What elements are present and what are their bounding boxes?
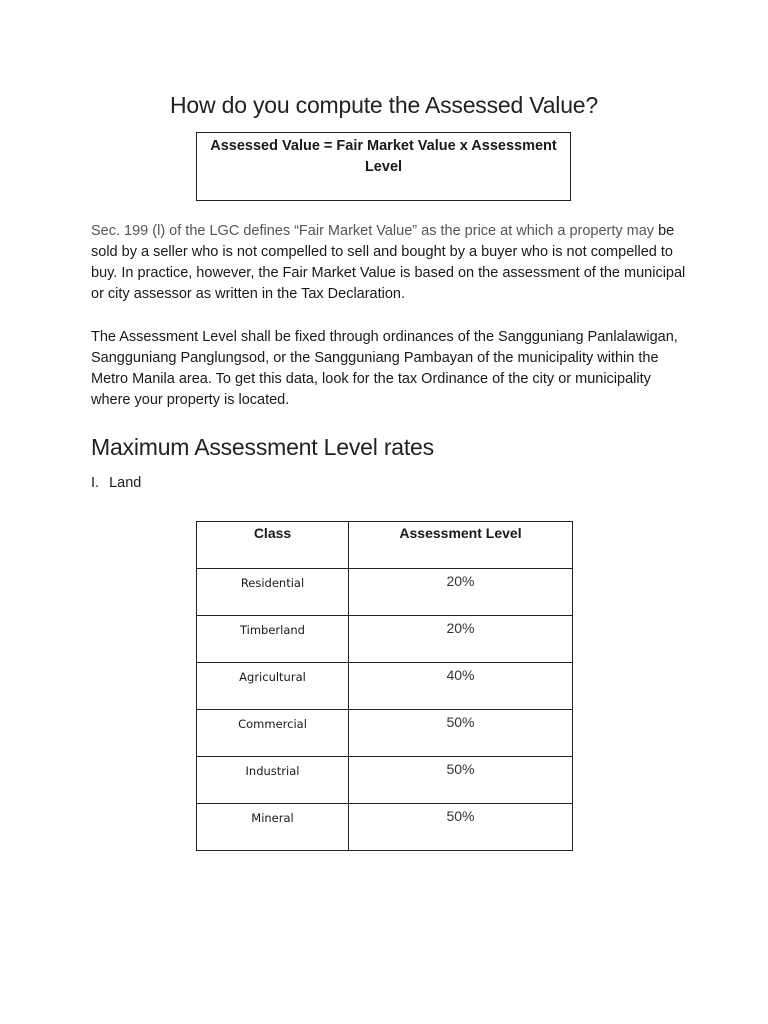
class-cell: Mineral bbox=[197, 804, 349, 851]
section-heading: Maximum Assessment Level rates bbox=[91, 434, 434, 460]
column-header-assessment-level: Assessment Level bbox=[349, 522, 573, 569]
table-row bbox=[197, 757, 573, 804]
paragraph-fair-market-value bbox=[91, 221, 691, 305]
paragraph-body-text: be sold by a seller who is not compelled to sell and bought by a buyer who is not compelled to buy. In practice, however, the Fair Market Value is based on the assessment of the municipal or city assessor as written in the Tax Declaration. bbox=[91, 223, 686, 302]
class-cell: Residential bbox=[197, 569, 349, 616]
table-row bbox=[197, 569, 573, 616]
class-cell: Agricultural bbox=[197, 663, 349, 710]
class-cell: Commercial bbox=[197, 710, 349, 757]
subsection-label: Land bbox=[109, 475, 142, 491]
table-row bbox=[197, 804, 573, 851]
table-header-row bbox=[197, 522, 573, 569]
table-row bbox=[197, 616, 573, 663]
level-cell: 20% bbox=[349, 616, 573, 663]
class-cell: Industrial bbox=[197, 757, 349, 804]
subsection-land bbox=[91, 475, 141, 491]
level-cell: 50% bbox=[349, 757, 573, 804]
table-row bbox=[197, 710, 573, 757]
level-cell: 20% bbox=[349, 569, 573, 616]
class-cell: Timberland bbox=[197, 616, 349, 663]
subsection-number: I. bbox=[91, 475, 100, 491]
level-cell: 40% bbox=[349, 663, 573, 710]
formula-box: Assessed Value = Fair Market Value x Assessment Level bbox=[196, 132, 571, 201]
table-row bbox=[197, 663, 573, 710]
level-cell: 50% bbox=[349, 710, 573, 757]
page-title: How do you compute the Assessed Value? bbox=[170, 92, 598, 118]
paragraph-assessment-level: The Assessment Level shall be fixed through ordinances of the Sangguniang Panlalawigan, Sangguniang Panglungsod, or the Sangguniang Pambayan of the municipality within the Metro Manila area. To get this data, look for the tax Ordinance of the city or municipality where your property is located. bbox=[91, 329, 678, 408]
column-header-class: Class bbox=[197, 522, 349, 569]
paragraph-lead-text: Sec. 199 (l) of the LGC defines “Fair Market Value” as the price at which a property may bbox=[91, 223, 655, 239]
level-cell: 50% bbox=[349, 804, 573, 851]
assessment-level-table bbox=[196, 521, 573, 851]
